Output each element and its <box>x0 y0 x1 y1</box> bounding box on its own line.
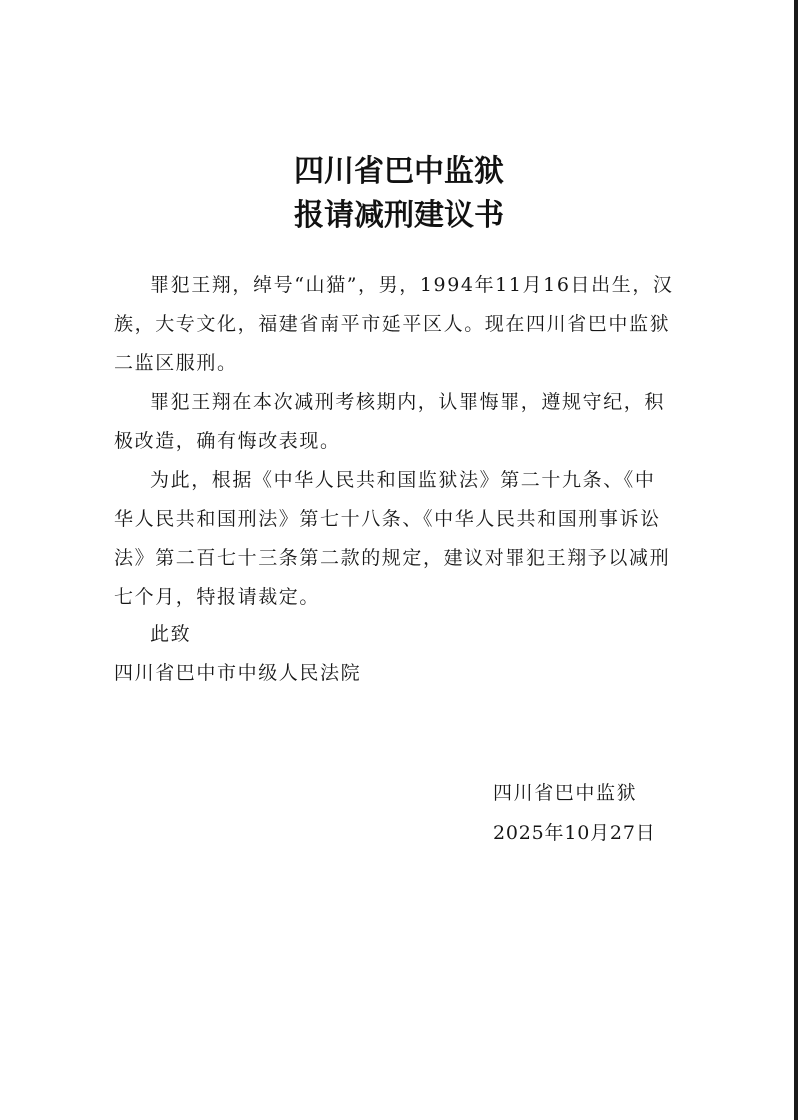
paragraph-line: 极改造，确有悔改表现。 <box>114 430 341 452</box>
document-title-line2: 报请减刑建议书 <box>294 198 504 233</box>
paragraph-line: 为此，根据《中华人民共和国监狱法》第二十九条、《中 <box>150 469 656 491</box>
paragraph-conduct <box>114 383 694 461</box>
paragraph-line: 罪犯王翔，绰号“山猫”，男，1994年11月16日出生，汉 <box>150 274 674 296</box>
signature-date: 2025年10月27日 <box>493 822 656 844</box>
paragraph-line: 族，大专文化，福建省南平市延平区人。现在四川省巴中监狱 <box>114 313 671 335</box>
salutation: 此致 <box>150 623 192 645</box>
signature-organization: 四川省巴中监狱 <box>493 782 638 804</box>
paragraph-legal-basis <box>114 461 694 617</box>
document-title-line1: 四川省巴中监狱 <box>294 154 504 189</box>
document-body <box>114 266 694 617</box>
paragraph-line: 华人民共和国刑法》第七十八条、《中华人民共和国刑事诉讼 <box>114 508 661 530</box>
paragraph-line: 二监区服刑。 <box>114 352 238 374</box>
paragraph-offender-info <box>114 266 694 383</box>
paragraph-line: 罪犯王翔在本次减刑考核期内，认罪悔罪，遵规守纪，积 <box>150 391 666 413</box>
paragraph-line: 法》第二百七十三条第二款的规定，建议对罪犯王翔予以减刑 <box>114 547 671 569</box>
paragraph-line: 七个月，特报请裁定。 <box>114 586 321 608</box>
recipient: 四川省巴中市中级人民法院 <box>114 662 362 684</box>
